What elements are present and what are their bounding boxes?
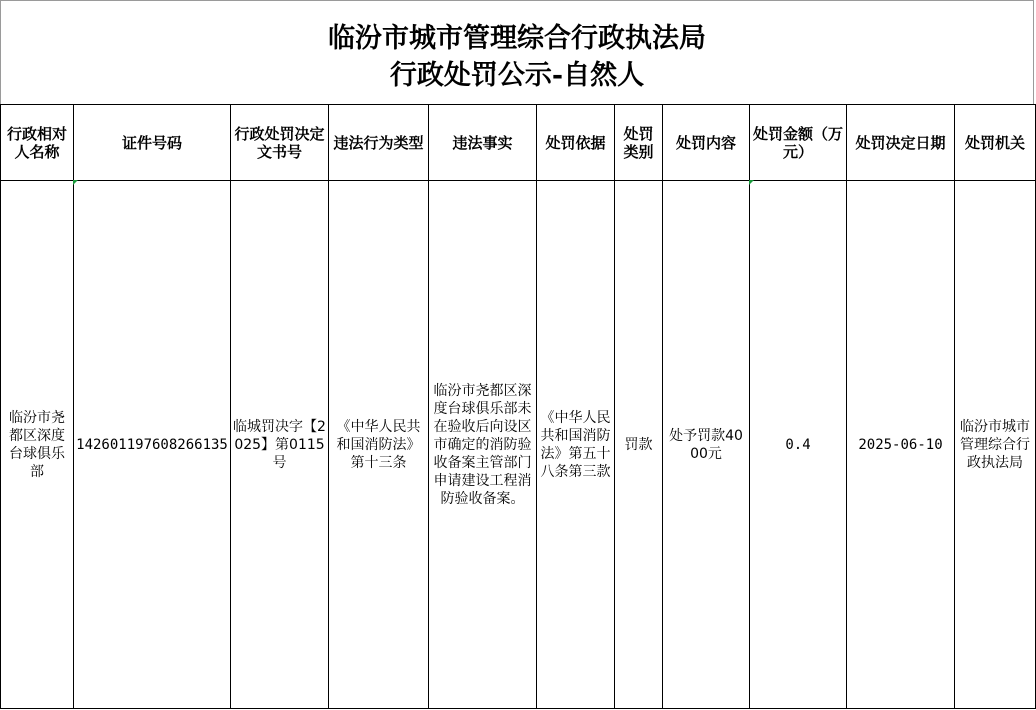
agency-title: 临汾市城市管理综合行政执法局 bbox=[328, 23, 706, 54]
cell-id-number: 142601197608266135 bbox=[74, 181, 231, 709]
cell-category: 罚款 bbox=[615, 181, 663, 709]
cell-authority: 临汾市城市管理综合行政执法局 bbox=[955, 181, 1036, 709]
title-block bbox=[0, 0, 1034, 105]
header-row bbox=[1, 105, 1036, 181]
cell-comment-marker bbox=[73, 180, 78, 185]
notice-subtitle: 行政处罚公示-自然人 bbox=[389, 60, 645, 91]
cell-basis: 《中华人民共和国消防法》第五十八条第三款 bbox=[537, 181, 615, 709]
header-decision-no: 行政处罚决定文书号 bbox=[231, 105, 329, 181]
header-id-number: 证件号码 bbox=[74, 105, 231, 181]
header-name: 行政相对人名称 bbox=[1, 105, 74, 181]
cell-date: 2025-06-10 bbox=[847, 181, 955, 709]
header-violation-type: 违法行为类型 bbox=[329, 105, 429, 181]
header-basis: 处罚依据 bbox=[537, 105, 615, 181]
cell-comment-marker bbox=[749, 180, 754, 185]
header-date: 处罚决定日期 bbox=[847, 105, 955, 181]
table-row bbox=[1, 181, 1036, 709]
cell-name: 临汾市尧都区深度台球俱乐部 bbox=[1, 181, 74, 709]
cell-decision-no: 临城罚决字【2025】第0115号 bbox=[231, 181, 329, 709]
header-amount: 处罚金额（万元） bbox=[750, 105, 847, 181]
header-category: 处罚类别 bbox=[615, 105, 663, 181]
header-content: 处罚内容 bbox=[663, 105, 750, 181]
penalty-table bbox=[0, 104, 1036, 709]
header-facts: 违法事实 bbox=[429, 105, 537, 181]
cell-violation-type: 《中华人民共和国消防法》第十三条 bbox=[329, 181, 429, 709]
cell-content: 处予罚款4000元 bbox=[663, 181, 750, 709]
header-authority: 处罚机关 bbox=[955, 105, 1036, 181]
cell-facts: 临汾市尧都区深度台球俱乐部未在验收后向设区市确定的消防验收备案主管部门申请建设工程消防验收备案。 bbox=[429, 181, 537, 709]
cell-amount: 0.4 bbox=[750, 181, 847, 709]
